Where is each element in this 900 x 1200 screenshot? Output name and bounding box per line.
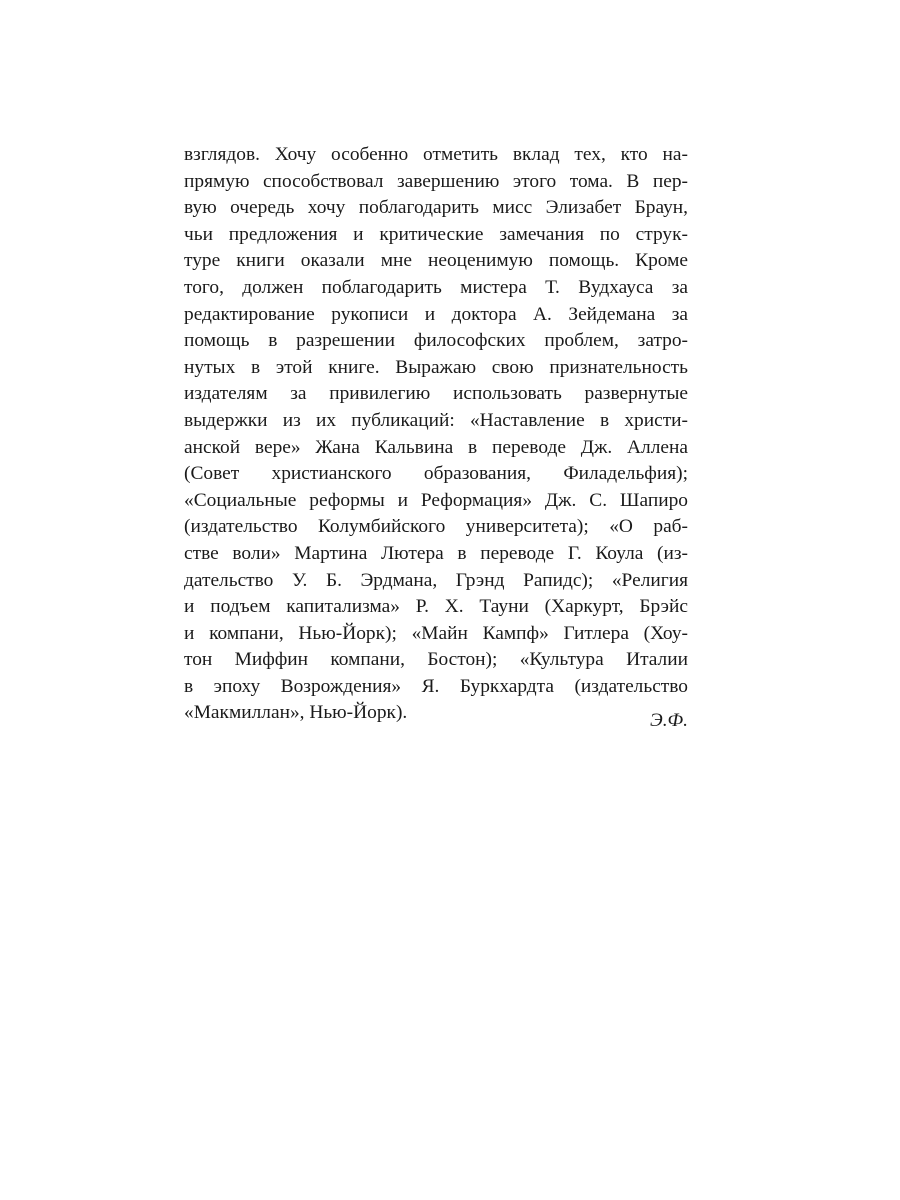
text-line: взглядов. Хочу особенно отметить вклад тех, кто на-: [184, 144, 688, 165]
text-line: (Совет христианского образования, Филадельфия);: [184, 463, 688, 485]
text-line: тон Миффин компани, Бостон); «Культура Италии: [184, 649, 688, 671]
text-line: вую очередь хочу поблагодарить мисс Элизабет Браун,: [184, 197, 688, 219]
text-line: прямую способствовал завершению этого тома. В пер-: [184, 170, 688, 192]
text-line: и подъем капитализма» Р. Х. Тауни (Харкурт, Брэйс: [184, 596, 688, 618]
text-line: издателям за привилегию использовать развернутые: [184, 383, 688, 405]
text-line: редактирование рукописи и доктора А. Зейдемана за: [184, 303, 688, 325]
text-line-last: «Макмиллан», Нью-Йорк).: [184, 702, 408, 724]
text-line: выдержки из их публикаций: «Наставление в христи-: [184, 409, 688, 431]
text-line: стве воли» Мартина Лютера в переводе Г. Коула (из-: [184, 542, 688, 564]
text-line: в эпоху Возрождения» Я. Буркхардта (издательство: [184, 675, 688, 697]
text-line: (издательство Колумбийского университета); «О раб-: [184, 516, 688, 538]
text-line: нутых в этой книге. Выражаю свою признательность: [184, 356, 688, 378]
text-line: дательство У. Б. Эрдмана, Грэнд Рапидс); «Религия: [184, 569, 688, 591]
text-line: туре книги оказали мне неоценимую помощь. Кроме: [184, 250, 688, 272]
body-paragraph: [184, 142, 688, 727]
text-line: того, должен поблагодарить мистера Т. Вудхауса за: [184, 276, 688, 298]
text-line: «Социальные реформы и Реформация» Дж. С. Шапиро: [184, 489, 688, 511]
text-line: и компани, Нью-Йорк); «Майн Кампф» Гитлера (Хоу-: [184, 622, 688, 644]
author-initials: Э.Ф.: [650, 710, 688, 731]
text-line: анской вере» Жана Кальвина в переводе Дж. Аллена: [184, 436, 688, 458]
text-line: помощь в разрешении философских проблем, затро-: [184, 330, 688, 352]
text-line: чьи предложения и критические замечания по струк-: [184, 223, 688, 245]
